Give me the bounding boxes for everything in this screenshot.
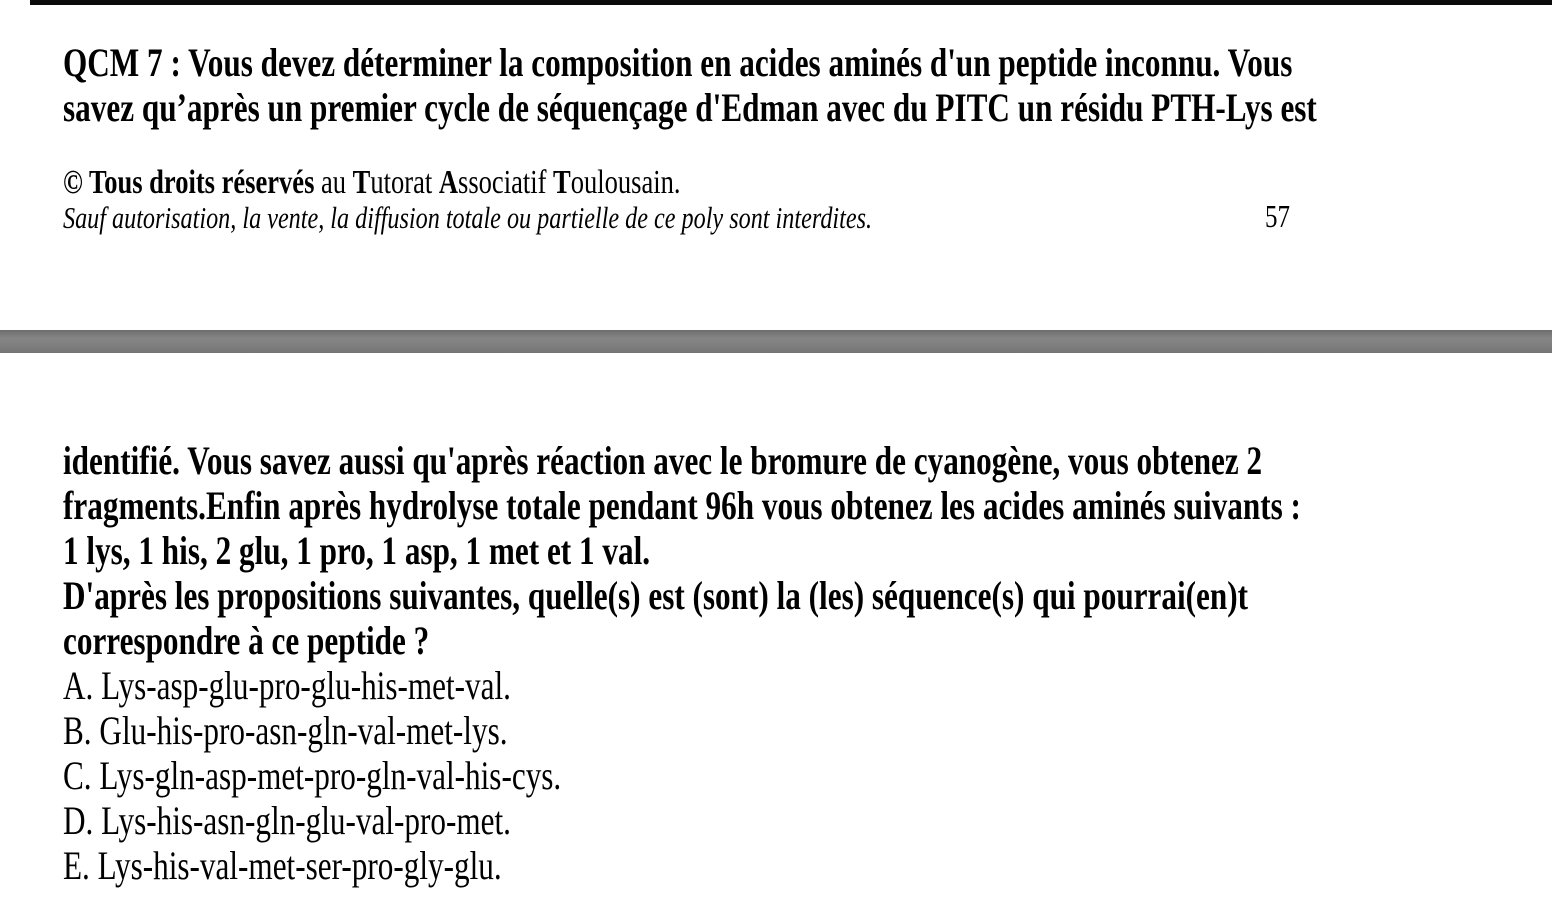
footer-restriction-notice: Sauf autorisation, la vente, la diffusion totale ou partielle de ce poly sont interdites. bbox=[63, 200, 873, 235]
option-sequence-d: Lys-his-asn-gln-glu-val-pro-met. bbox=[101, 798, 511, 843]
copyright-ssociatif: ssociatif bbox=[458, 164, 554, 201]
copyright-oulousain: oulousain. bbox=[570, 164, 681, 201]
copyright-bold-text: © Tous droits réservés bbox=[63, 164, 315, 201]
copyright-notice bbox=[63, 163, 681, 203]
qcm-question-heading bbox=[63, 40, 1317, 130]
qcm-heading-line-1: QCM 7 : Vous devez déterminer la composition en acides aminés d'un peptide inconnu. Vous bbox=[63, 40, 1293, 85]
copyright-au: au bbox=[314, 164, 353, 201]
option-sequence-c: Lys-gln-asp-met-pro-gln-val-his-cys. bbox=[99, 753, 562, 798]
answer-option-e bbox=[63, 843, 1301, 888]
option-sequence-a: Lys-asp-glu-pro-glu-his-met-val. bbox=[101, 663, 511, 708]
question-line-3: 1 lys, 1 his, 2 glu, 1 pro, 1 asp, 1 met et 1 val. bbox=[63, 528, 651, 573]
copyright-initial-a: A bbox=[438, 164, 459, 201]
top-page-edge-line bbox=[30, 0, 1552, 5]
option-letter-d: D. bbox=[63, 798, 94, 843]
answer-option-c bbox=[63, 753, 1301, 798]
option-letter-c: C. bbox=[63, 753, 92, 798]
option-letter-b: B. bbox=[63, 708, 92, 753]
answer-option-a bbox=[63, 663, 1301, 708]
question-line-5: correspondre à ce peptide ? bbox=[63, 618, 430, 663]
option-letter-a: A. bbox=[63, 663, 94, 708]
option-sequence-e: Lys-his-val-met-ser-pro-gly-glu. bbox=[97, 843, 502, 888]
answer-option-d bbox=[63, 798, 1301, 843]
question-line-1: identifié. Vous savez aussi qu'après réaction avec le bromure de cyanogène, vous obtenez 2 bbox=[63, 438, 1263, 483]
qcm-heading-line-2: savez qu’après un premier cycle de séquençage d'Edman avec du PITC un résidu PTH-Lys est bbox=[63, 85, 1317, 130]
page-separator-bar bbox=[0, 330, 1552, 353]
copyright-initial-t2: T bbox=[553, 164, 571, 201]
copyright-initial-t1: T bbox=[352, 164, 371, 201]
question-line-2: fragments.Enfin après hydrolyse totale pendant 96h vous obtenez les acides aminés suivants : bbox=[63, 483, 1301, 528]
qcm-question-body bbox=[63, 438, 1301, 888]
question-line-4: D'après les propositions suivantes, quelle(s) est (sont) la (les) séquence(s) qui pourrai(en)t bbox=[63, 573, 1249, 618]
answer-option-b bbox=[63, 708, 1301, 753]
page-number: 57 bbox=[1265, 198, 1290, 234]
copyright-utorat: utorat bbox=[370, 164, 439, 201]
option-sequence-b: Glu-his-pro-asn-gln-val-met-lys. bbox=[99, 708, 508, 753]
option-letter-e: E. bbox=[63, 843, 90, 888]
